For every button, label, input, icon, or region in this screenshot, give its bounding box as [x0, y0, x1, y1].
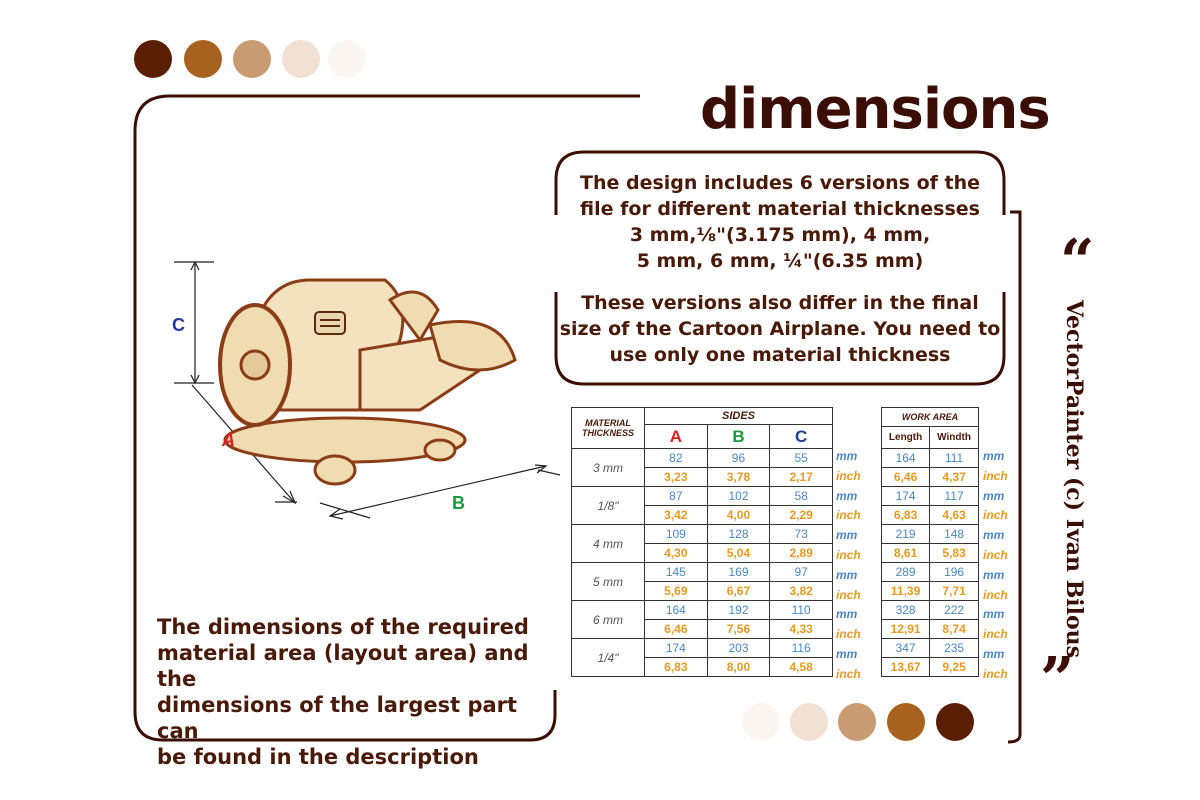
- table-row: [572, 639, 833, 658]
- sides-header: SIDES: [645, 408, 833, 425]
- inch-cell: 13,67: [882, 658, 930, 677]
- mm-cell: 87: [645, 487, 708, 506]
- mm-cell: 102: [707, 487, 770, 506]
- mm-cell: 145: [645, 563, 708, 582]
- table-row: [572, 601, 833, 620]
- length-header: Length: [882, 427, 930, 449]
- unit-inch-label: inch: [836, 508, 861, 523]
- inch-cell: 3,23: [645, 468, 708, 487]
- inch-cell: 11,39: [882, 582, 930, 601]
- inch-cell: 6,83: [645, 658, 708, 677]
- thickness-cell: 1/4": [572, 639, 645, 677]
- unit-mm-label: mm: [983, 647, 1005, 661]
- mm-cell: 174: [882, 487, 930, 506]
- inch-cell: 3,78: [707, 468, 770, 487]
- inch-cell: 4,63: [930, 506, 979, 525]
- material-thickness-header: MATERIAL THICKNESS: [572, 408, 645, 449]
- versions-text: [558, 290, 1002, 368]
- unit-inch-label: inch: [836, 548, 861, 562]
- unit-inch-label: inch: [983, 508, 1008, 523]
- inch-cell: 8,00: [707, 658, 770, 677]
- mm-cell: 289: [882, 563, 930, 582]
- sides-table: [571, 407, 833, 677]
- mm-cell: 109: [645, 525, 708, 544]
- table-row: [572, 563, 833, 582]
- intro-line: 3 mm,⅛"(3.175 mm), 4 mm,: [629, 224, 931, 246]
- note-line: The dimensions of the required: [157, 615, 529, 639]
- intro-line: file for different material thicknesses: [580, 198, 980, 220]
- inch-cell: 12,91: [882, 620, 930, 639]
- quote-close-icon: ”: [1040, 645, 1075, 715]
- inch-cell: 7,71: [930, 582, 979, 601]
- unit-mm-label: mm: [983, 449, 1005, 463]
- page-title: dimensions: [700, 77, 1050, 142]
- inch-cell: 2,29: [770, 506, 833, 525]
- table-row: [882, 468, 979, 487]
- airplane-body: [220, 280, 515, 484]
- inch-cell: 2,89: [770, 544, 833, 563]
- mm-cell: 164: [882, 449, 930, 468]
- intro-line: The design includes 6 versions of the: [579, 172, 981, 194]
- thickness-cell: 1/8": [572, 487, 645, 525]
- note-line: material area (layout area) and the: [157, 641, 529, 691]
- mm-cell: 116: [770, 639, 833, 658]
- mm-cell: 111: [930, 449, 979, 468]
- inch-cell: 4,30: [645, 544, 708, 563]
- inch-cell: 8,74: [930, 620, 979, 639]
- col-b-header: B: [707, 425, 770, 449]
- inch-cell: 6,67: [707, 582, 770, 601]
- mm-cell: 169: [707, 563, 770, 582]
- unit-mm-label: mm: [836, 647, 858, 661]
- table-row: [882, 639, 979, 658]
- note-line: dimensions of the largest part can: [157, 693, 518, 743]
- note-line: be found in the description: [157, 745, 479, 769]
- inch-cell: 5,04: [707, 544, 770, 563]
- unit-inch-label: inch: [836, 468, 861, 483]
- mm-cell: 82: [645, 449, 708, 468]
- description-note: [157, 614, 557, 770]
- mm-cell: 128: [707, 525, 770, 544]
- airplane-illustration: [170, 240, 570, 540]
- thickness-cell: 4 mm: [572, 525, 645, 563]
- table-row: [882, 449, 979, 468]
- work-area-header: WORK AREA: [882, 408, 979, 427]
- versions-line: These versions also differ in the final: [581, 292, 979, 314]
- inch-cell: 2,17: [770, 468, 833, 487]
- inch-cell: 6,46: [882, 468, 930, 487]
- unit-inch-label: inch: [983, 666, 1008, 681]
- unit-inch-label: inch: [836, 666, 861, 681]
- mm-cell: 164: [645, 601, 708, 620]
- unit-inch-label: inch: [983, 587, 1008, 602]
- inch-cell: 8,61: [882, 544, 930, 563]
- col-c-header: C: [770, 425, 833, 449]
- author-credit: VectorPainter (c) Ivan Bilous: [1061, 300, 1087, 659]
- mm-cell: 58: [770, 487, 833, 506]
- inch-cell: 9,25: [930, 658, 979, 677]
- unit-mm-label: mm: [983, 488, 1005, 503]
- mm-cell: 222: [930, 601, 979, 620]
- thickness-cell: 6 mm: [572, 601, 645, 639]
- table-row: [572, 487, 833, 506]
- mm-cell: 110: [770, 601, 833, 620]
- unit-mm-label: mm: [836, 528, 858, 543]
- table-row: [882, 563, 979, 582]
- width-header: Windth: [930, 427, 979, 449]
- unit-mm-label: mm: [836, 449, 858, 463]
- unit-inch-label: inch: [983, 627, 1008, 642]
- table-row: [572, 525, 833, 544]
- mm-cell: 97: [770, 563, 833, 582]
- mm-cell: 235: [930, 639, 979, 658]
- inch-cell: 4,37: [930, 468, 979, 487]
- unit-inch-label: inch: [983, 468, 1008, 483]
- inch-cell: 4,58: [770, 658, 833, 677]
- unit-mm-label: mm: [983, 528, 1005, 543]
- intro-text: [558, 170, 1002, 274]
- mm-cell: 117: [930, 487, 979, 506]
- inch-cell: 4,33: [770, 620, 833, 639]
- inch-cell: 3,82: [770, 582, 833, 601]
- inch-cell: 5,69: [645, 582, 708, 601]
- mm-cell: 203: [707, 639, 770, 658]
- inch-cell: 3,42: [645, 506, 708, 525]
- inch-cell: 6,83: [882, 506, 930, 525]
- mm-cell: 347: [882, 639, 930, 658]
- thickness-cell: 5 mm: [572, 563, 645, 601]
- table-row: [882, 544, 979, 563]
- table-row: [882, 582, 979, 601]
- table-row: [882, 601, 979, 620]
- unit-inch-label: inch: [983, 548, 1008, 562]
- mm-cell: 55: [770, 449, 833, 468]
- table-row: [882, 487, 979, 506]
- unit-mm-label: mm: [983, 607, 1005, 622]
- versions-line: size of the Cartoon Airplane. You need to: [559, 318, 1001, 340]
- intro-line: 5 mm, 6 mm, ¼"(6.35 mm): [636, 250, 924, 272]
- versions-line: use only one material thickness: [609, 344, 951, 366]
- unit-mm-label: mm: [836, 567, 858, 582]
- dimension-label-b: B: [452, 493, 465, 513]
- unit-inch-label: inch: [836, 587, 861, 602]
- table-row: [882, 620, 979, 639]
- mm-cell: 219: [882, 525, 930, 544]
- mm-cell: 73: [770, 525, 833, 544]
- table-row: [882, 506, 979, 525]
- col-a-header: A: [645, 425, 708, 449]
- unit-mm-label: mm: [836, 488, 858, 503]
- unit-mm-label: mm: [983, 567, 1005, 582]
- table-row: [882, 525, 979, 544]
- mm-cell: 174: [645, 639, 708, 658]
- mm-cell: 328: [882, 601, 930, 620]
- inch-cell: 5,83: [930, 544, 979, 563]
- work-area-table: [881, 407, 979, 677]
- mm-cell: 96: [707, 449, 770, 468]
- dimension-label-c: C: [172, 315, 185, 335]
- table-row: [882, 658, 979, 677]
- mm-cell: 196: [930, 563, 979, 582]
- thickness-cell: 3 mm: [572, 449, 645, 487]
- unit-inch-label: inch: [836, 627, 861, 642]
- table-row: [572, 449, 833, 468]
- mm-cell: 148: [930, 525, 979, 544]
- quote-open-icon: “: [1060, 227, 1095, 297]
- inch-cell: 4,00: [707, 506, 770, 525]
- unit-mm-label: mm: [836, 607, 858, 622]
- inch-cell: 7,56: [707, 620, 770, 639]
- mm-cell: 192: [707, 601, 770, 620]
- dimension-label-a: A: [222, 430, 235, 450]
- inch-cell: 6,46: [645, 620, 708, 639]
